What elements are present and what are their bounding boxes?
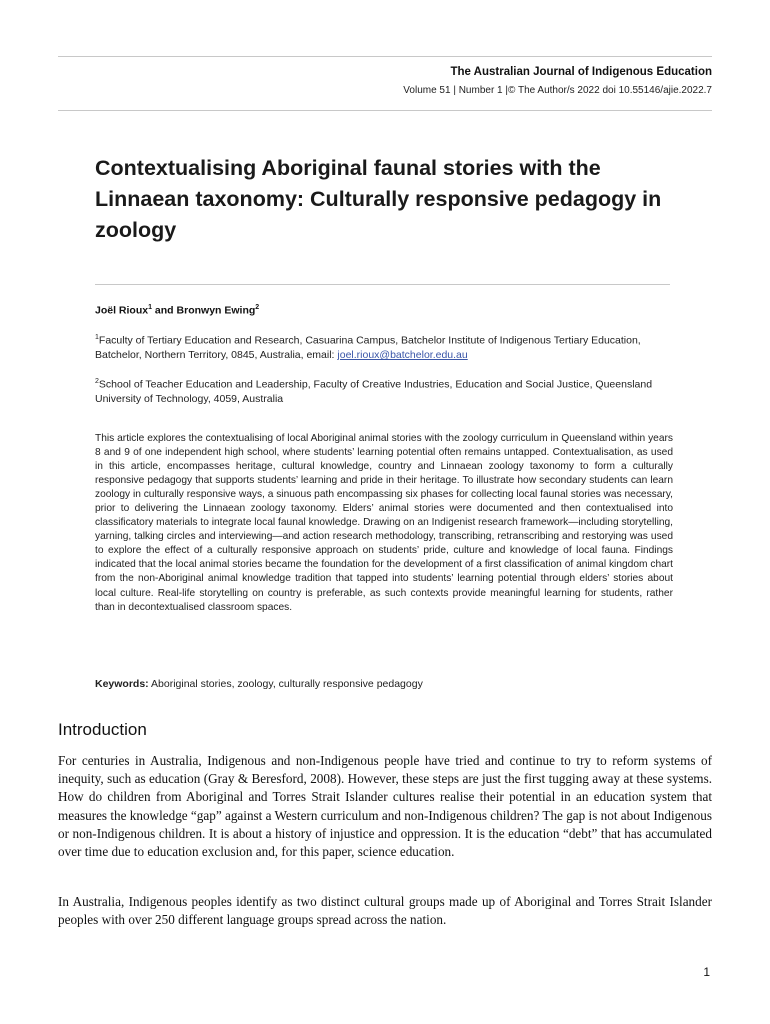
affiliation-text: School of Teacher Education and Leadership, Faculty of Creative Industries, Education and Social Justice, Queensland University of Technology, 4059, Australia bbox=[95, 378, 653, 405]
body-paragraph: In Australia, Indigenous peoples identify as two distinct cultural groups made up of Aboriginal and Torres Strait Islander peoples with over 250 different language groups spread across the nation. bbox=[58, 894, 712, 928]
body-paragraph: For centuries in Australia, Indigenous and non-Indigenous people have tried and continue to try to reform systems of inequity, such as education (Gray & Beresford, 2008). However, these steps are just the first tugging away at these systems. How do children from Aboriginal and Torres Strait Islander cultures realise their potential in an education system that measures the knowledge “gap” against a Western curriculum and non-Indigenous children? The gap is not about Indigenous or non-Indigenous children. It is about a history of injustice and oppression. It is the education “debt” that has accumulated over time due to education exclusion and, for this paper, science education. bbox=[58, 753, 712, 860]
affiliation-2 bbox=[95, 375, 675, 407]
journal-name: The Australian Journal of Indigenous Education bbox=[450, 66, 712, 78]
article-title: Contextualising Aboriginal faunal stories with the Linnaean taxonomy: Culturally responsive pedagogy in zoology bbox=[95, 156, 662, 242]
keywords bbox=[95, 678, 423, 690]
journal-meta: Volume 51 | Number 1 |© The Author/s 2022 doi 10.55146/ajie.2022.7 bbox=[403, 85, 712, 96]
top-divider bbox=[58, 56, 712, 57]
affiliation-1 bbox=[95, 331, 675, 363]
author-name: Bronwyn Ewing bbox=[176, 304, 256, 317]
affiliation-text: Faculty of Tertiary Education and Research, Casuarina Campus, Batchelor Institute of Indigenous Tertiary Education, Batchelor, Northern Territory, 0845, Australia, email: bbox=[95, 334, 641, 361]
author-list bbox=[95, 304, 259, 317]
author-affiliation-marker: 1 bbox=[148, 304, 153, 311]
author-connector: and bbox=[152, 304, 177, 317]
page-number: 1 bbox=[703, 965, 710, 979]
keywords-label: Keywords: bbox=[95, 678, 149, 690]
section-heading-introduction: Introduction bbox=[58, 720, 147, 739]
author-email-link[interactable]: joel.rioux@batchelor.edu.au bbox=[337, 349, 468, 361]
keywords-text: Aboriginal stories, zoology, culturally responsive pedagogy bbox=[151, 678, 423, 690]
author-name: Joël Rioux bbox=[95, 304, 149, 317]
affiliation-marker: 2 bbox=[95, 378, 99, 385]
header-divider bbox=[58, 110, 712, 111]
affiliation-marker: 1 bbox=[95, 334, 99, 341]
author-affiliation-marker: 2 bbox=[255, 304, 260, 311]
title-divider bbox=[95, 284, 670, 285]
abstract: This article explores the contextualising of local Aboriginal animal stories with the zoology curriculum in Queensland within years 8 and 9 of one independent high school, where students’ learning potential often remains untapped. Contextualisation, as used in this article, encompasses heritage, cultural knowledge, country and Linnaean zoology taxonomy to form a culturally responsive pedagogy that supports students’ learning and pride in their heritage. To illustrate how secondary students can learn zoology in culturally responsive ways, a sinuous path encompassing six phases for collecting local faunal stories was necessary, prior to delivering the Linnaean zoology taxonomy. Elders’ animal stories were documented and then contextualised into classificatory materials to integrate local faunal knowledge. Drawing on an Indigenist research framework—including storytelling, yarning, talking circles and interviewing—and action research methodology, transcribing, retranscribing and restorying was used to explore the effect of a culturally responsive approach on students’ pride, culture and knowledge of local fauna. Findings indicated that the local animal stories became the foundation for the development of a first classification of animal kingdom chart from the non-Aboriginal animal knowledge tradition that tapped into students’ learning potential through elders’ stories about local culture. Real-life storytelling on country is preferable, as such contexts provide meaningful learning for students, rather than in decontextualised classroom spaces. bbox=[95, 433, 673, 613]
